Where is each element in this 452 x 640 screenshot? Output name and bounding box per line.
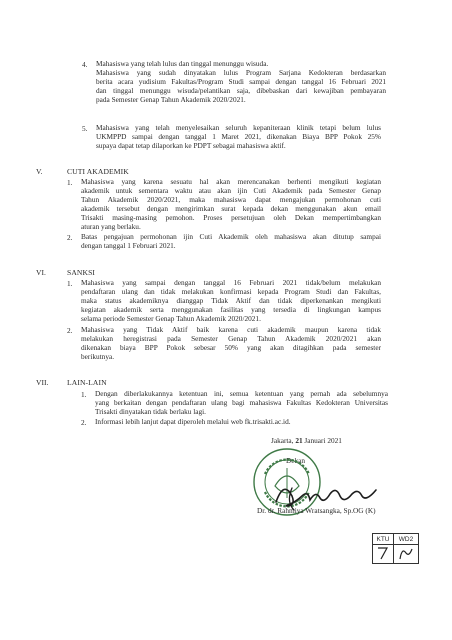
item-5-line: Mahasiswa yang telah menyelesaikan seluruh kepaniteraan klinik tetapi belum lulus [96, 123, 381, 132]
section-v-item-1-number: 1. [67, 178, 73, 187]
section-vii-item-1-line: yang berkaitan dengan pendaftaran ulang bagi mahasiswa Fakultas Kedokteran Universitas [95, 398, 388, 408]
signature-date [271, 436, 342, 445]
section-v-item-1-line: akademik tersebut dengan mengirimkan surat kepada dekan menggunakan akun email [81, 204, 381, 214]
section-v-item-2-text [81, 232, 381, 250]
stamp-initial-ktu [373, 545, 394, 564]
section-v-item-2-number: 2. [67, 233, 73, 242]
section-vi-item-2-number: 2. [67, 326, 73, 335]
section-vi-item-2-line: dikenakan biaya BPP Pokok sebesar 50% yang akan ditagihkan pada semester [81, 343, 381, 353]
section-v-item-1-text [81, 177, 381, 232]
dean-name: Dr. dr. Rahmiya Wratsangka, Sp.OG (K) [257, 506, 376, 515]
section-vi-item-2-line: Mahasiswa yang Tidak Aktif baik karena cuti akademik maupun karena tidak [81, 325, 381, 334]
section-vi-item-1-line: Mahasiswa yang sampai dengan tanggal 16 Februari 2021 tidak/belum melakukan [81, 278, 381, 287]
initial-mark-icon [376, 545, 390, 561]
section-vi-numeral: VI. [36, 268, 46, 277]
section-vii-item-1-line: Trisakti dinyatakan tidak berlaku lagi. [95, 407, 206, 417]
item-4-line: pada Semester Genap Tahun Akademik 2020/2021. [96, 95, 246, 105]
section-vi-title: SANKSI [67, 268, 96, 277]
section-vii-numeral: VII. [36, 378, 49, 387]
section-v-item-1-line: Trisakti masing-masing pemohon. Proses persetujuan oleh Dekan mempertimbangkan [81, 213, 381, 223]
section-v-item-1-line: aturan yang berlaku. [81, 222, 141, 232]
signature-day: 21 [295, 436, 303, 445]
item-5-number: 5. [82, 124, 88, 133]
signature-place: Jakarta, [271, 436, 296, 445]
approval-stamp-table [372, 533, 419, 564]
stamp-initial-wd2 [394, 545, 419, 564]
section-vi-item-1-text [81, 278, 381, 323]
section-vi-item-2-line: berikutnya. [81, 352, 115, 362]
section-vi-item-2-text [81, 325, 381, 361]
item-4-line: dan tinggal menunggu wisuda/pelantikan saja, dibebaskan dari kewajiban pembayaran [96, 86, 386, 96]
initial-mark-icon [397, 545, 415, 561]
section-vii-title: LAIN-LAIN [67, 378, 107, 387]
section-v-numeral: V. [36, 167, 43, 176]
stamp-header-ktu: KTU [373, 534, 394, 545]
section-vi-item-2-line: melakukan heregistrasi pada Semester Genap Tahun Akademik 2020/2021 akan [81, 334, 381, 344]
section-v-item-1-line: akademik untuk sementara waktu atau akan ijin Cuti Akademik pada Semester Genap [81, 186, 381, 196]
item-4-number: 4. [82, 60, 88, 69]
item-4-text [96, 59, 386, 104]
section-vii-item-1-text [95, 389, 388, 416]
item-4-line: berita acara yudisium Fakultas/Program Studi sampai dengan tanggal 16 Februari 2021 [96, 77, 386, 87]
section-vii-item-1-number: 1. [81, 390, 87, 399]
signature-month-year: Januari 2021 [302, 436, 342, 445]
section-v-title: CUTI AKADEMIK [67, 167, 129, 176]
section-v-item-2-line: Batas pengajuan permohonan ijin Cuti Akademik oleh mahasiswa akan ditutup sampai [81, 232, 381, 241]
item-5-line: UKMPPD sampai dengan tanggal 1 Maret 2021, dikenakan Biaya BPP Pokok 25% [96, 132, 381, 142]
signature-role: Dekan [286, 456, 306, 465]
section-vii-item-2-line: Informasi lebih lanjut dapat diperoleh melalui web fk.trisakti.ac.id. [95, 417, 291, 426]
section-vi-item-1-number: 1. [67, 279, 73, 288]
item-5-text [96, 123, 381, 150]
item-4-title: Mahasiswa yang telah lulus dan tinggal menunggu wisuda. [96, 59, 269, 68]
section-vi-item-1-line: maka status akademiknya dianggap Tidak Aktif dan tidak diperkenankan mengikuti [81, 296, 381, 306]
section-v-item-1-line: Tahun Akademik 2020/2021, maka mahasiswa dapat mengajukan permohonan cuti [81, 195, 381, 205]
stamp-header-wd2: WD2 [394, 534, 419, 545]
section-vii-item-1-line: Dengan diberlakukannya ketentuan ini, semua ketentuan yang pernah ada sebelumnya [95, 389, 388, 398]
section-vi-item-1-line: pendaftaran ulang dan tidak melakukan konfirmasi kepada Program Studi dan Fakultas, [81, 287, 381, 297]
section-v-item-1-line: Mahasiswa yang karena sesuatu hal akan merencanakan berhenti mengikuti kegiatan [81, 177, 381, 186]
section-vii-item-2-text [95, 417, 388, 426]
section-v-item-2-line: dengan tanggal 1 Februari 2021. [81, 241, 176, 251]
item-5-line: supaya dapat tetap dilaporkan ke PDPT sebagai mahasiswa aktif. [96, 141, 286, 151]
section-vii-item-2-number: 2. [81, 418, 87, 427]
item-4-line: Mahasiswa yang sudah dinyatakan lulus Program Sarjana Kedokteran berdasarkan [96, 68, 386, 78]
section-vi-item-1-line: kegiatan akademik serta menggunakan fasilitas yang tersedia di lingkungan kampus [81, 305, 381, 315]
section-vi-item-1-line: selama periode Semester Genap Tahun Akademik 2020/2021. [81, 314, 261, 324]
